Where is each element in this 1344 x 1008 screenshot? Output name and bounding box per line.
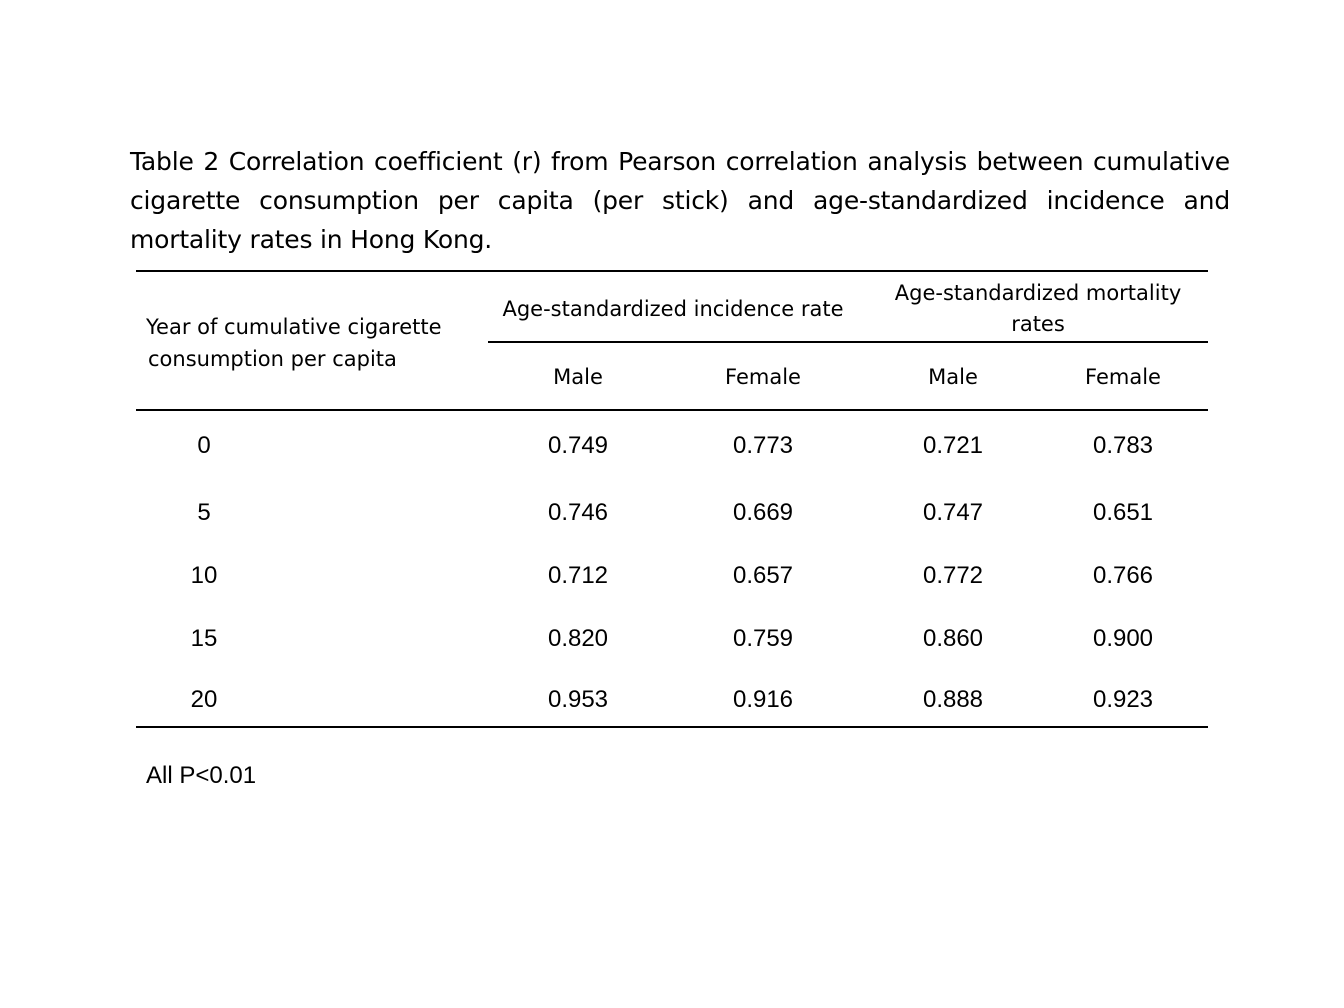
group-header-mortality: [868, 278, 1208, 340]
mortality-male-value: 0.888: [922, 686, 984, 713]
header-bottom-rule: [136, 409, 1208, 411]
stub-header-line1: Year of cumulative cigarette: [146, 315, 442, 339]
incidence-male-value: 0.820: [547, 625, 609, 652]
group-header-mortality-line2: rates: [1011, 312, 1065, 336]
row-year: 5: [197, 499, 211, 526]
table-top-rule: [136, 270, 1208, 272]
mortality-female-value: 0.783: [1092, 432, 1154, 459]
row-year: 15: [190, 625, 218, 652]
table-bottom-rule: [136, 726, 1208, 728]
mortality-female-value: 0.651: [1092, 499, 1154, 526]
mortality-male-value: 0.772: [922, 562, 984, 589]
group-header-mortality-line1: Age-standardized mortality: [894, 281, 1182, 305]
row-year: 0: [197, 432, 211, 459]
subheader-mortality-male: Male: [928, 365, 978, 389]
incidence-female-value: 0.759: [732, 625, 794, 652]
subheader-incidence-male: Male: [553, 365, 603, 389]
mortality-male-value: 0.860: [922, 625, 984, 652]
row-year: 10: [190, 562, 218, 589]
incidence-male-value: 0.749: [547, 432, 609, 459]
incidence-female-value: 0.916: [732, 686, 794, 713]
mortality-male-value: 0.721: [922, 432, 984, 459]
subheader-mortality-female: Female: [1085, 365, 1161, 389]
mortality-male-value: 0.747: [922, 499, 984, 526]
incidence-female-value: 0.669: [732, 499, 794, 526]
group-header-rule: [488, 341, 1208, 343]
stub-header-line2: consumption per capita: [148, 347, 397, 371]
table-footnote: All P<0.01: [146, 762, 257, 789]
mortality-female-value: 0.766: [1092, 562, 1154, 589]
stub-header: [146, 311, 442, 375]
mortality-female-value: 0.900: [1092, 625, 1154, 652]
incidence-male-value: 0.712: [547, 562, 609, 589]
table-caption: Table 2 Correlation coefficient (r) from Pearson correlation analysis between cumulative cigarette consumption per capita (per stick) and age-standardized incidence and mortality rates in Hong Kong.: [130, 147, 1230, 254]
incidence-female-value: 0.773: [732, 432, 794, 459]
incidence-male-value: 0.746: [547, 499, 609, 526]
mortality-female-value: 0.923: [1092, 686, 1154, 713]
incidence-female-value: 0.657: [732, 562, 794, 589]
incidence-male-value: 0.953: [547, 686, 609, 713]
subheader-incidence-female: Female: [725, 365, 801, 389]
row-year: 20: [190, 686, 218, 713]
group-header-incidence: Age-standardized incidence rate: [502, 297, 844, 321]
